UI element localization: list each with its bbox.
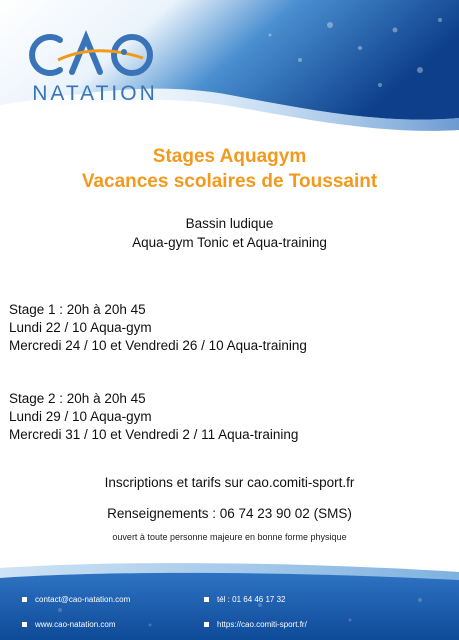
bullet-icon <box>204 622 209 627</box>
eligibility-note: ouvert à toute personne majeure en bonne forme physique <box>112 532 347 542</box>
stage-1-day-2: Mercredi 24 / 10 et Vendredi 26 / 10 Aqua-training <box>9 338 307 353</box>
renseignements-text: Renseignements : 06 74 23 90 02 (SMS) <box>107 506 352 521</box>
inscriptions-text: Inscriptions et tarifs sur cao.comiti-sport.fr <box>104 475 355 490</box>
bullet-icon <box>22 622 27 627</box>
footer-website-text: www.cao-natation.com <box>35 620 116 629</box>
footer-comiti-link[interactable] <box>204 620 307 629</box>
logo-wordmark: NATATION <box>32 82 158 105</box>
footer-website[interactable] <box>22 620 115 629</box>
subtitle-line-2: Aqua-gym Tonic et Aqua-training <box>132 235 327 250</box>
stage-2-block <box>9 390 298 444</box>
footer-phone <box>204 595 286 604</box>
footer-comiti-text: https://cao.comiti-sport.fr/ <box>217 620 307 629</box>
footer-email-text: contact@cao-natation.com <box>35 595 131 604</box>
title-line-2: Vacances scolaires de Toussaint <box>81 171 378 192</box>
stage-1-block <box>9 301 307 355</box>
footer-phone-text: tél : 01 64 46 17 32 <box>217 595 286 604</box>
title-line-1: Stages Aquagym <box>152 146 307 167</box>
stage-2-day-2: Mercredi 31 / 10 et Vendredi 2 / 11 Aqua-training <box>9 427 299 442</box>
stage-2-schedule: Stage 2 : 20h à 20h 45 <box>9 391 146 406</box>
subtitle-line-1: Bassin ludique <box>185 216 274 231</box>
stage-2-day-1: Lundi 29 / 10 Aqua-gym <box>9 409 152 424</box>
cao-logo-mark <box>28 30 160 80</box>
bullet-icon <box>204 597 209 602</box>
stage-1-day-1: Lundi 22 / 10 Aqua-gym <box>9 320 152 335</box>
cao-natation-logo <box>28 30 160 105</box>
bullet-icon <box>22 597 27 602</box>
stage-1-schedule: Stage 1 : 20h à 20h 45 <box>9 302 146 317</box>
footer-email[interactable] <box>22 595 130 604</box>
